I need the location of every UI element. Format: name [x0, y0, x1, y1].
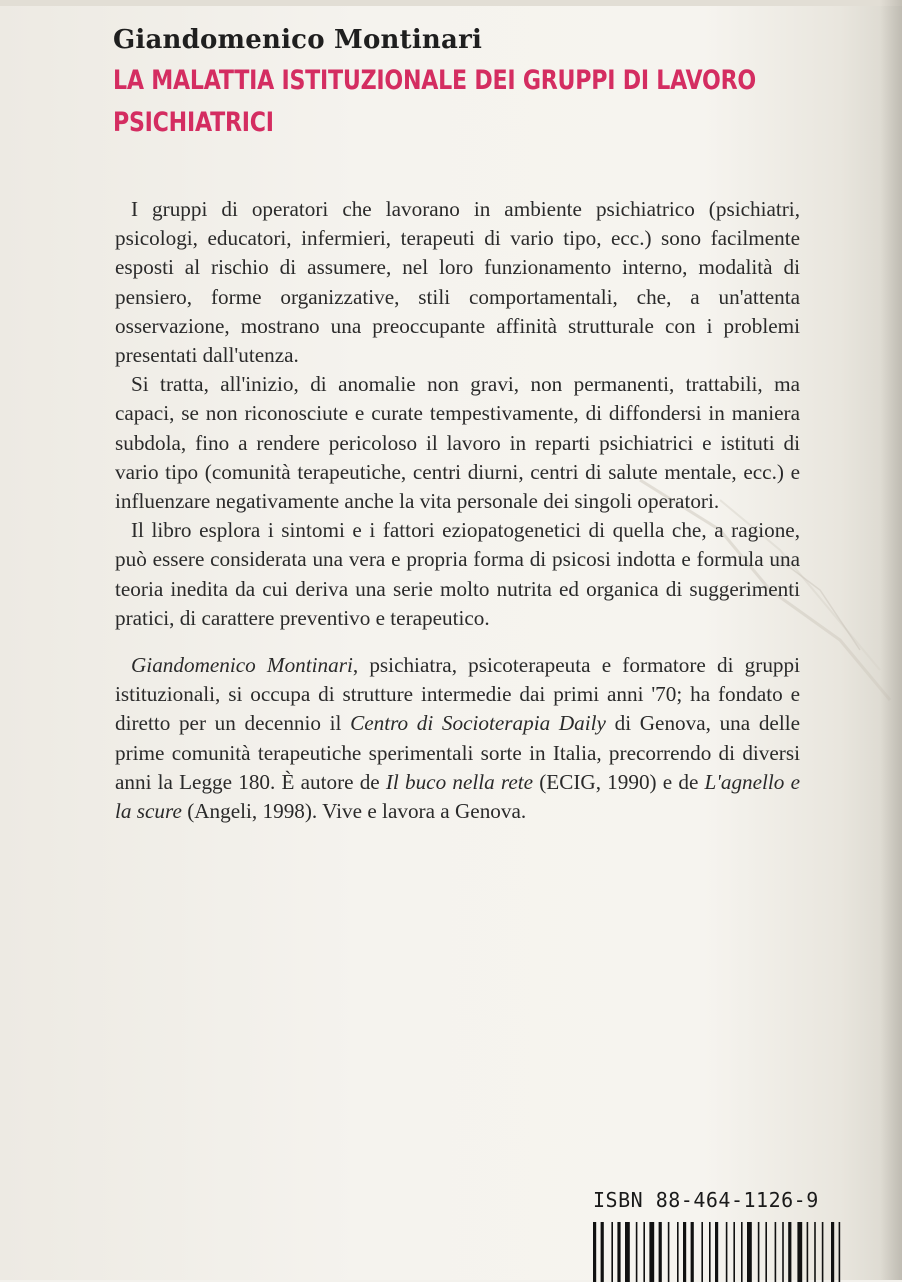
- bio-author-name: Giandomenico Montinari: [131, 653, 353, 677]
- barcode-bar: [668, 1222, 670, 1282]
- barcode-bar: [747, 1222, 752, 1282]
- bio-center-name: Centro di Socioterapia Daily: [350, 711, 606, 736]
- barcode-bar: [758, 1222, 760, 1282]
- barcode-bar: [701, 1222, 703, 1282]
- barcode-bar: [715, 1222, 718, 1282]
- barcode-bar: [709, 1222, 711, 1282]
- synopsis: [115, 195, 800, 633]
- synopsis-paragraph-2: Si tratta, all'inizio, di anomalie non gravi, non permanenti, trattabili, ma capaci, se non riconosciute e curate tempestivamente, di diffondersi in maniera subdola, fino a rendere pericoloso il lavoro in reparti psichiatrici e istituti di vario tipo (comunità terapeutiche, centri diurni, centri di salute mentale, ecc.) e influenzare negativamente anche la vita personale dei singoli operatori.: [115, 372, 800, 514]
- barcode-bar: [765, 1222, 767, 1282]
- bio-text-2: di Genova, una delle prime comunità terapeutiche sperimentali sorte in Italia, precorrendo di diversi anni la Legge 180. È autore de: [115, 711, 801, 794]
- barcode-bars: [593, 1222, 840, 1282]
- barcode-bar: [733, 1222, 735, 1282]
- book-title-line-1: LA MALATTIA ISTITUZIONALE DEI GRUPPI DI LAVORO: [113, 65, 756, 96]
- cover-right-edge-shadow: [880, 0, 902, 1280]
- bio-book-1: Il buco nella rete: [385, 769, 534, 794]
- synopsis-paragraph-1: I gruppi di operatori che lavorano in ambiente psichiatrico (psichiatri, psicologi, educatori, infermieri, terapeuti di vario tipo, ecc.) sono facilmente esposti al rischio di assumere, nel loro funzionamento interno, modalità di pensiero, forme organizzative, stili comportamentali, che, a un'attenta osservazione, mostrano una preoccupante affinità strutturale con i problemi presentati dall'utenza.: [115, 197, 800, 368]
- barcode-bar: [611, 1222, 613, 1282]
- barcode-bar: [649, 1222, 654, 1282]
- book-title-line-2: PSICHIATRICI: [113, 107, 274, 138]
- barcode-bar: [601, 1222, 604, 1282]
- barcode-bar: [617, 1222, 620, 1282]
- book-title: [113, 60, 756, 144]
- isbn-label: ISBN 88-464-1126-9: [593, 1188, 819, 1212]
- barcode-bar: [691, 1222, 694, 1282]
- bio-text-1: , psichiatra, psicoterapeuta e formatore di gruppi istituzionali, si occupa di strutture intermedie dai primi anni '70; ha fondato e diretto per un decennio il: [115, 653, 800, 736]
- bio-text-4: (Angeli, 1998). Vive e lavora a Genova.: [181, 799, 527, 824]
- barcode-bar: [782, 1222, 784, 1282]
- barcode-bar: [822, 1222, 824, 1282]
- barcode-bar: [643, 1222, 645, 1282]
- barcode-bar: [839, 1222, 841, 1282]
- barcode-bar: [797, 1222, 802, 1282]
- barcode: [591, 1222, 886, 1282]
- barcode-bar: [726, 1222, 728, 1282]
- barcode-bar: [741, 1222, 743, 1282]
- barcode-bar: [625, 1222, 630, 1282]
- bio-text-3: (ECIG, 1990) e de: [533, 769, 705, 794]
- barcode-bar: [659, 1222, 662, 1282]
- barcode-bar: [788, 1222, 791, 1282]
- bio-book-2: L'agnello e la scure: [115, 769, 800, 824]
- barcode-bar: [677, 1222, 679, 1282]
- barcode-bar: [636, 1222, 638, 1282]
- barcode-bar: [831, 1222, 834, 1282]
- barcode-bar: [593, 1222, 596, 1282]
- author-bio: [115, 651, 800, 826]
- top-edge: [0, 0, 902, 6]
- synopsis-paragraph-3: Il libro esplora i sintomi e i fattori eziopatogenetici di quella che, a ragione, può essere considerata una vera e propria forma di psicosi indotta e formula una teoria inedita da cui deriva una serie molto nutrita ed organica di suggerimenti pratici, di carattere preventivo e terapeutico.: [115, 518, 800, 630]
- barcode-bar: [807, 1222, 809, 1282]
- barcode-bar: [814, 1222, 816, 1282]
- barcode-bar: [775, 1222, 777, 1282]
- author-heading: Giandomenico Montinari: [113, 25, 483, 55]
- barcode-bar: [683, 1222, 686, 1282]
